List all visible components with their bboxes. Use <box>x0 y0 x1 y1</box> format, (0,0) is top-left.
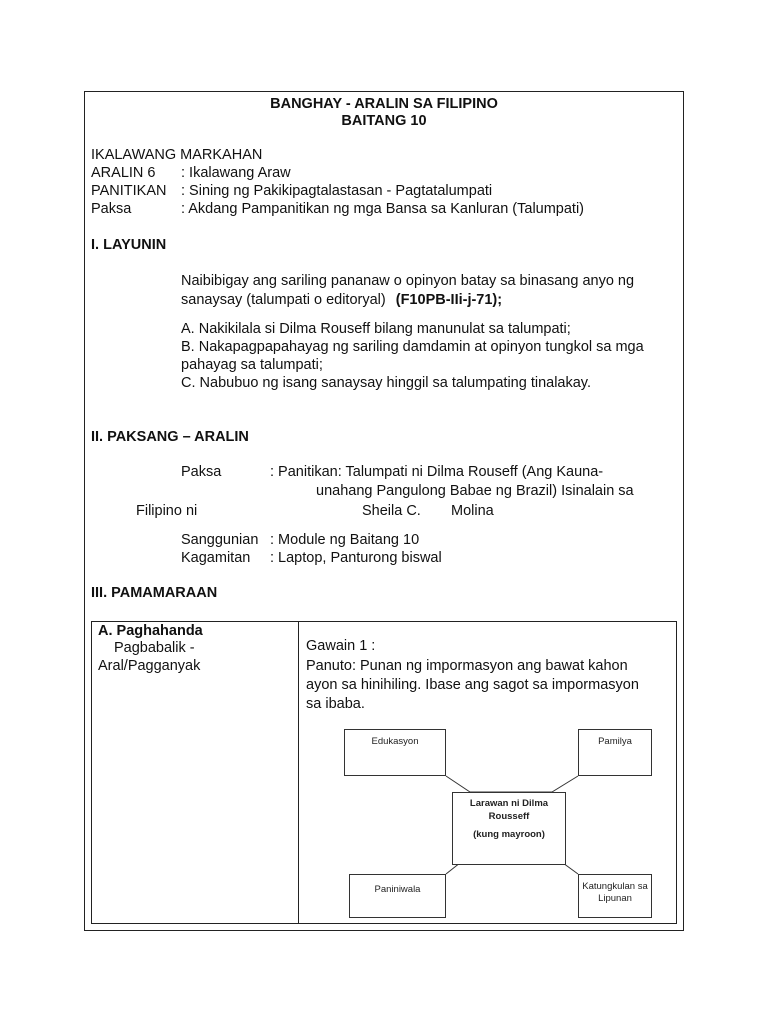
competency-code: (F10PB-IIi-j-71); <box>395 292 503 308</box>
panitikan-value: : Sining ng Pakikipagtalastasan - Pagtatalumpati <box>181 183 493 199</box>
paksang-aralin-heading: II. PAKSANG – ARALIN <box>91 429 249 445</box>
paghahanda-title: A. Paghahanda <box>98 623 203 639</box>
layunin-heading: I. LAYUNIN <box>91 237 167 253</box>
pa-author-last: Molina <box>451 503 494 519</box>
top-connector <box>446 776 578 792</box>
box-larawan-line2: Rousseff <box>488 811 530 822</box>
kagamitan-value: : Laptop, Panturong biswal <box>270 550 442 566</box>
panitikan-label: PANITIKAN <box>91 183 167 199</box>
pa-author-first: Sheila C. <box>362 503 421 519</box>
markahan-label: IKALAWANG MARKAHAN <box>91 147 263 163</box>
box-edukasyon[interactable] <box>344 729 446 776</box>
layunin-item-b-line2: pahayag sa talumpati; <box>181 357 323 373</box>
pa-paksa-label: Paksa <box>181 464 222 480</box>
box-pamilya-label: Pamilya <box>598 736 632 747</box>
box-katungkulan-line2: Lipunan <box>598 893 632 904</box>
box-larawan-line1: Larawan ni Dilma <box>469 798 549 809</box>
box-paniniwala[interactable] <box>349 874 446 918</box>
box-larawan-line3: (kung mayroon) <box>473 829 545 840</box>
table-column-divider <box>298 622 299 923</box>
pamamaraan-table <box>91 621 677 924</box>
box-edukasyon-label: Edukasyon <box>371 736 419 747</box>
sanggunian-value: : Module ng Baitang 10 <box>270 532 420 548</box>
layunin-intro-text: sanaysay (talumpati o editoryal) <box>181 292 386 308</box>
layunin-item-c: C. Nabubuo ng isang sanaysay hinggil sa talumpating tinalakay. <box>181 375 592 391</box>
paghahanda-line2: Aral/Pagganyak <box>98 658 201 674</box>
layunin-intro-line2 <box>181 292 502 308</box>
panuto-line3: sa ibaba. <box>306 696 365 712</box>
aralin-label: ARALIN 6 <box>91 165 156 181</box>
box-larawan[interactable] <box>452 792 566 865</box>
panuto-line1: Panuto: Punan ng impormasyon ang bawat kahon <box>306 658 628 674</box>
lesson-plan-frame <box>84 91 684 931</box>
paksa-value: : Akdang Pampanitikan ng mga Bansa sa Kanluran (Talumpati) <box>181 201 585 217</box>
pamamaraan-heading: III. PAMAMARAAN <box>91 585 218 601</box>
layunin-intro-line1: Naibibigay ang sariling pananaw o opinyon batay sa binasang anyo ng <box>181 273 635 289</box>
box-katungkulan-line1: Katungkulan sa <box>582 881 648 892</box>
box-paniniwala-label: Paniniwala <box>374 884 421 895</box>
kagamitan-label: Kagamitan <box>181 550 251 566</box>
sanggunian-label: Sanggunian <box>181 532 259 548</box>
paghahanda-line1: Pagbabalik - <box>114 640 195 656</box>
pa-paksa-line3-left: Filipino ni <box>136 503 198 519</box>
graphic-organizer <box>358 729 668 911</box>
pa-paksa-line2: unahang Pangulong Babae ng Brazil) Isinalain sa <box>316 483 634 499</box>
layunin-item-a: A. Nakikilala si Dilma Rouseff bilang manunulat sa talumpati; <box>181 321 571 337</box>
panuto-line2: ayon sa hinihiling. Ibase ang sagot sa impormasyon <box>306 677 639 693</box>
layunin-item-b-line1: B. Nakapagpapahayag ng sariling damdamin at opinyon tungkol sa mga <box>181 339 644 355</box>
box-katungkulan[interactable] <box>578 874 652 918</box>
paksa-label: Paksa <box>91 201 132 217</box>
document-subtitle: BAITANG 10 <box>341 113 427 129</box>
aralin-value: : Ikalawang Araw <box>181 165 291 181</box>
box-pamilya[interactable] <box>578 729 652 776</box>
pa-paksa-line1: : Panitikan: Talumpati ni Dilma Rouseff (Ang Kauna- <box>270 464 604 480</box>
gawain-label: Gawain 1 : <box>306 638 376 654</box>
document-title: BANGHAY - ARALIN SA FILIPINO <box>270 96 498 112</box>
